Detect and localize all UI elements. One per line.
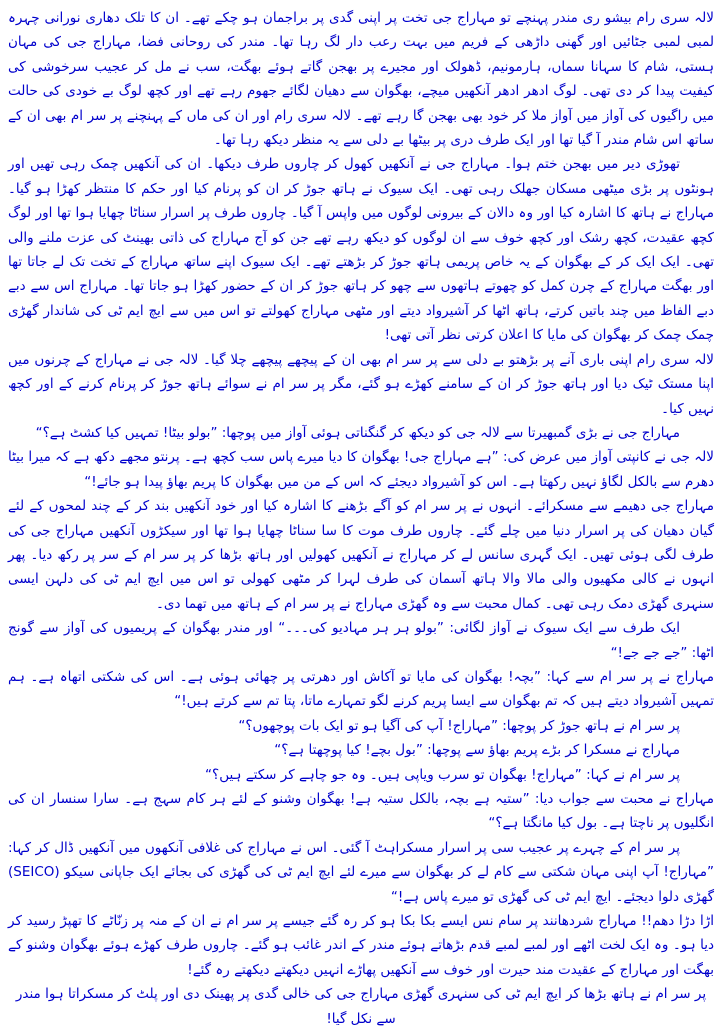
paragraph-10: مہاراج نے مسکرا کر بڑے پریم بھاؤ سے پوچھا: ”بول بچے! کیا پوچھتا ہے؟“ bbox=[274, 742, 680, 759]
paragraph-11: پر سر ام نے کہا: ”مہاراج! بھگوان تو سرب ویاپی ہیں۔ وہ جو چاہے کر سکتے ہیں؟“ bbox=[205, 766, 680, 783]
paragraph-1: لالہ سری رام بیشو ری مندر پہنچے تو مہاراج جی تخت پر اپنی گدی پر براجمان ہو چکے تھے۔ ان کا تلک دھاری نورانی چہرہ لمبی لمبی جٹائیں اور گھنی داڑھی کے فریم میں بہت رعب دار لگ رہا تھا۔ مندر کی روحانی فضا، مہاراج جی کی مہان ہستی، شام کا سہانا سماں، ہارمونیم، ڈھولک اور مجیرے پر بھجن گاتے ہوئے بھگت، سب نے مل کر عجیب سرخوشی کی کیفیت پیدا کر دی تھی۔ لوگ ادھر ادھر آنکھیں میچے، بھگوان سے دھیان لگائے جھوم رہے تھے اور کچھ لوگ بے خودی کی حالت میں راگیوں کی آواز میں آواز ملا کر خود بھی بھجن گا رہے تھے۔ لالہ سری رام اور ان کی ماں کے پہنچنے پر سر ام بھی ان کے ساتھ اس شام مندر آ گیا تھا اور ایک طرف دری پر بیٹھا بے دلی سے یہ منظر دیکھ رہا تھا۔ bbox=[8, 10, 714, 149]
paragraph-6: مہاراج جی دھیمے سے مسکرائے۔ انہوں نے پر سر ام کو آگے بڑھنے کا اشارہ کیا اور خود آنکھیں بند کر کے چند لمحوں کے لئے گیان دھیان کی پر اسرار دنیا میں چلے گئے۔ چاروں طرف موت کا سا سناٹا چھایا ہوا تھا اور سیکڑوں آنکھیں مہاراج جی کی طرف لگی ہوئی تھیں۔ ایک گہری سانس لے کر مہاراج نے آنکھیں کھولیں اور ہاتھ بڑھا کر پر سر ام کے سر پر رکھ دیا۔ پھر انہوں نے کالی مکھیوں والی مالا والا ہاتھ آسمان کی طرف لہرا کر مٹھی کھولی تو اس میں ایچ ایم ٹی کی دلہن ایسی سنہری گھڑی دمک رہی تھی۔ کمال محبت سے وہ گھڑی مہاراج نے پر سر ام کے ہاتھ میں تھما دی۔ bbox=[8, 498, 714, 612]
paragraph-3: لالہ سری رام اپنی باری آنے پر بڑھتو بے دلی سے پر سر ام بھی ان کے پیچھے پیچھے چلا گیا۔ لالہ جی نے مہاراج کے چرنوں میں اپنا مستک ٹیک دیا اور ہاتھ جوڑ کر ان کے سامنے کھڑے ہو گئے، مگر پر سر ام نے سوائے ہاتھ جوڑ کر پرنام کرنے کے اور کچھ نہیں کیا۔ bbox=[8, 351, 714, 417]
paragraph-14: اڑا دڑا دھم!! مہاراج شردھانند پر سام نس ایسے بکا بکا ہو کر رہ گئے جیسے پر سر ام نے ان کے منہ پر زنّاٹے کا تھپڑ رسید کر دیا ہو۔ وہ ایک لخت اٹھے اور لمبے لمبے قدم بڑھاتے ہوئے مندر کے اندر غائب ہو گئے۔ چاروں طرف کھڑے ہوئے بھگوان وشنو کے بھگت اور مہاراج کے عقیدت مند حیرت اور خوف سے آنکھیں پھاڑے انہیں دیکھتے دیکھتے رہ گئے! bbox=[8, 913, 714, 978]
paragraph-2: تھوڑی دیر میں بھجن ختم ہوا۔ مہاراج جی نے آنکھیں کھول کر چاروں طرف دیکھا۔ ان کی آنکھیں چمک رہی تھیں اور ہونٹوں پر بڑی میٹھی مسکان جھلک رہی تھی۔ ایک سیوک نے ہاتھ جوڑ کر ان کو پرنام کیا اور حکم کا منتظر کھڑا ہو گیا۔ مہاراج نے ہاتھ کا اشارہ کیا اور وہ دالان کے بیرونی لوگوں میں واپس آ گیا۔ چاروں طرف پر اسرار سناٹا چھایا ہوا تھا اور لوگ کچھ عقیدت، کچھ رشک اور کچھ خوف سے ان لوگوں کو دیکھ رہے تھے جن کو آج مہاراج کی ذاتی بھینٹ کی عزت ملنے والی تھی۔ ایک ایک کر کے بھگوان کے یہ خاص پریمی ہاتھ جوڑ کر بڑھتے تھے۔ ایک سیوک اپنے ساتھ مہاراج کے تخت تک لے جاتا تھا اور بھگت مہاراج کے چرن کمل کو چھوتے ہاتھوں سے چھو کر ہاتھ جوڑ کر ان کے حضور کھڑا ہو جاتا تھا۔ مہاراج اس سے دبے دبے الفاظ میں چند باتیں کرتے، ہاتھ اٹھا کر آشیرواد دیتے اور مٹھی مہاراج کھولتے تو اس میں سے ایچ ایم ٹی کی شاندار گھڑی چمک چمک کر بھگوان کی مایا کا اعلان کرتی نظر آتی تھی! bbox=[8, 156, 714, 344]
paragraph-15: پر سر ام نے ہاتھ بڑھا کر ایچ ایم ٹی کی سنہری گھڑی مہاراج جی کی خالی گدی پر پھینک دی اور پلٹ کر مسکراتا ہوا مندر سے نکل گیا! bbox=[15, 986, 707, 1027]
paragraph-13: پر سر ام کے چہرے پر عجیب سی پر اسرار مسکراہٹ آ گئی۔ اس نے مہاراج کی غلافی آنکھوں میں آنکھیں ڈال کر کہا: ”مہاراج! آپ اپنی مہان شکتی سے کام لے کر بھگوان سے میرے لئے ایچ ایم ٹی کی گھڑی کی بجائے ایک جاپانی سیکو (SEICO) گھڑی دلوا دیجئے۔ ایچ ایم ٹی کی گھڑی تو میرے پاس ہے!“ bbox=[8, 839, 714, 905]
paragraph-8: مہاراج نے پر سر ام سے کہا: ”بچہ! بھگوان کی مایا تو آکاش اور دھرتی پر چھائی ہوئی ہے۔ اس کی شکتی اتھاہ ہے۔ ہم تمہیں آشیرواد دیتے ہیں کہ تم بھگوان سے ایسا پریم کرنے لگو تمہارے ماتا، پتا تم سے کرتے ہیں!“ bbox=[8, 668, 714, 710]
paragraph-9: پر سر ام نے ہاتھ جوڑ کر پوچھا: ”مہاراج! آپ کی آگیا ہو تو ایک بات پوچھوں؟“ bbox=[238, 717, 680, 734]
paragraph-4: مہاراج جی نے بڑی گمبھیرتا سے لالہ جی کو دیکھ کر گنگناتی ہوئی آواز میں پوچھا: ”بولو بیٹا! تمہیں کیا کشٹ ہے؟“ bbox=[35, 424, 680, 441]
paragraph-7: ایک طرف سے ایک سیوک نے آواز لگائی: ”بولو ہر ہر مہادیو کی۔۔۔“ اور مندر بھگوان کے پریمیوں کی آواز سے گونج اٹھا: ”جے جے جے!“ bbox=[8, 620, 714, 661]
paragraph-12: مہاراج نے محبت سے جواب دیا: ”ستیہ ہے بچہ، بالکل ستیہ ہے! بھگوان وشنو کے لئے ہر کام سہج ہے۔ سارا سنسار ان کی انگلیوں پر ناچتا ہے۔ بول کیا مانگتا ہے؟“ bbox=[8, 791, 714, 832]
paragraph-5: لالہ جی نے کانپتی آواز میں عرض کی: ”ہے مہاراج جی! بھگوان کا دیا میرے پاس سب کچھ ہے۔ پرنتو مجھے دکھ ہے کہ میرا بیٹا دھرم سے بالکل لگاؤ نہیں رکھتا ہے۔ اس کو آشیرواد دیجئے کہ اس کے من میں بھگوان کا پریم بھاؤ پیدا ہو جائے!“ bbox=[8, 449, 714, 490]
